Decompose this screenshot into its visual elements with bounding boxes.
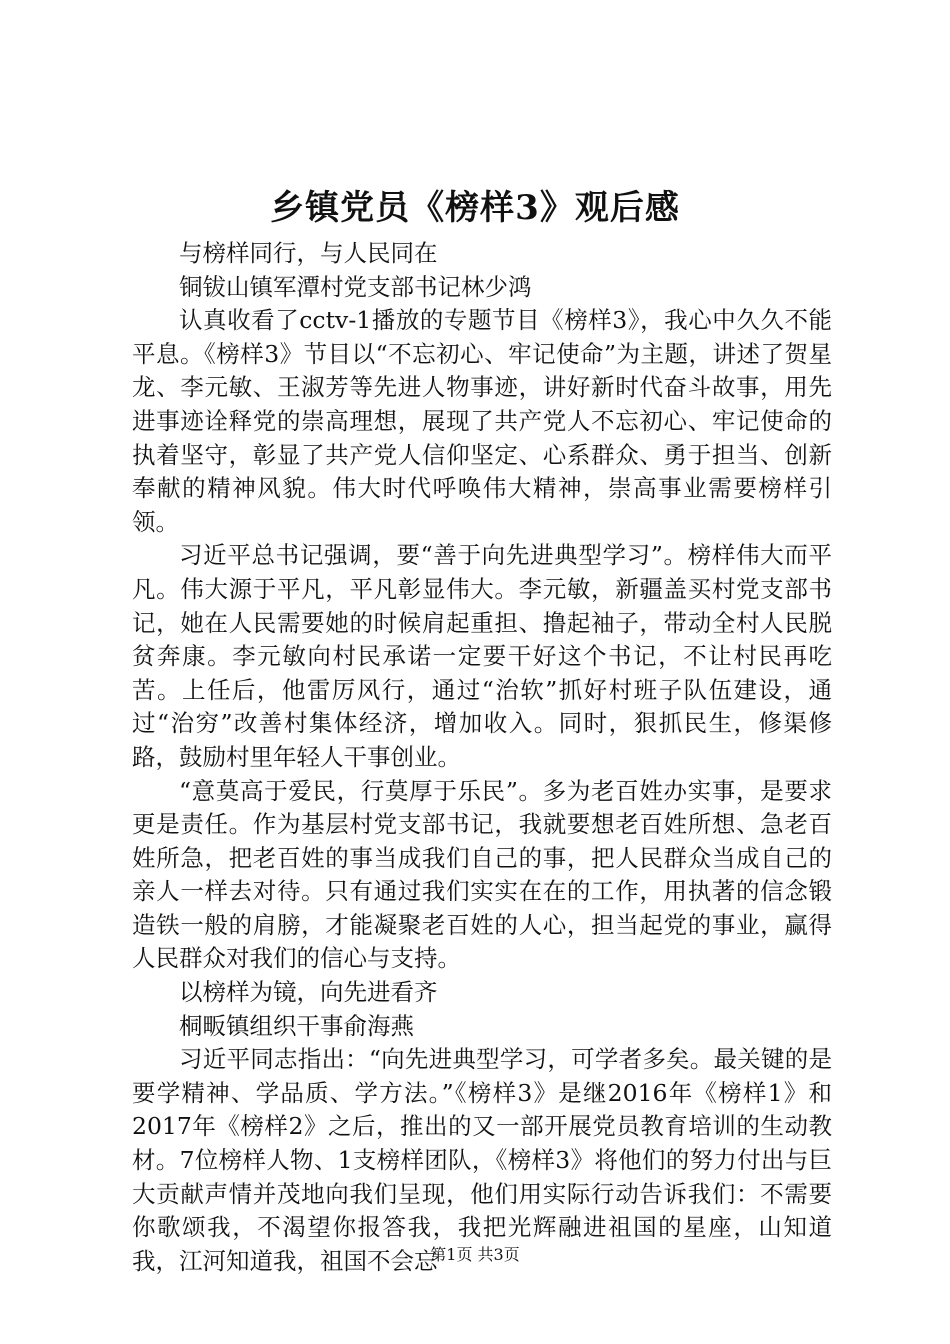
author-line-2: 桐畈镇组织干事俞海燕: [179, 1011, 414, 1040]
author-line-1: 铜钹山镇军潭村党支部书记林少鸿: [179, 272, 532, 301]
body-paragraph-3: “意莫高于爱民，行莫厚于乐民”。多为老百姓办实事，是要求更是责任。作为基层村党支部书记，我就要想老百姓所想、急老百姓所急，把老百姓的事当成我们自己的事，把人民群众当成自己的亲人一样去对待。只有通过我们实实在在的工作，用执著的信念锻造铁一般的肩膀，才能凝聚老百姓的人心，担当起党的事业，赢得人民群众对我们的信心与支持。: [132, 776, 832, 973]
section-heading-2: 以榜样为镜，向先进看齐: [179, 978, 438, 1007]
document-body: [132, 237, 832, 1278]
body-paragraph-2: 习近平总书记强调，要“善于向先进典型学习”。榜样伟大而平凡。伟大源于平凡，平凡彰显伟大。李元敏，新疆盖买村党支部书记，她在人民需要她的时候肩起重担、撸起袖子，带动全村人民脱贫奔康。李元敏向村民承诺一定要干好这个书记，不让村民再吃苦。上任后，他雷厉风行，通过“治软”抓好村班子队伍建设，通过“治穷”改善村集体经济，增加收入。同时，狠抓民生，修渠修路，鼓励村里年轻人干事创业。: [132, 541, 832, 771]
body-paragraph-4: 习近平同志指出：“向先进典型学习，可学者多矣。最关键的是要学精神、学品质、学方法。”《榜样3》是继2016年《榜样1》和2017年《榜样2》之后，推出的又一部开展党员教育培训的生动教材。7位榜样人物、1支榜样团队，《榜样3》将他们的努力付出与巨大贡献声情并茂地向我们呈现，他们用实际行动告诉我们：不需要你歌颂我，不渴望你报答我，我把光辉融进祖国的星座，山知道我，江河知道我，祖国不会忘: [132, 1045, 832, 1275]
page-title: 乡镇党员《榜样3》观后感: [270, 188, 680, 228]
body-paragraph-1: 认真收看了cctv-1播放的专题节目《榜样3》，我心中久久不能平息。《榜样3》节目以“不忘初心、牢记使命”为主题，讲述了贺星龙、李元敏、王淑芳等先进人物事迹，讲好新时代奋斗故事，用先进事迹诠释党的崇高理想，展现了共产党人不忘初心、牢记使命的执着坚守，彰显了共产党人信仰坚定、心系群众、勇于担当、创新奉献的精神风貌。伟大时代呼唤伟大精神，崇高事业需要榜样引领。: [132, 306, 832, 536]
section-heading-1: 与榜样同行，与人民同在: [179, 239, 438, 267]
page-footer: 第1页 共3页: [430, 1245, 520, 1264]
